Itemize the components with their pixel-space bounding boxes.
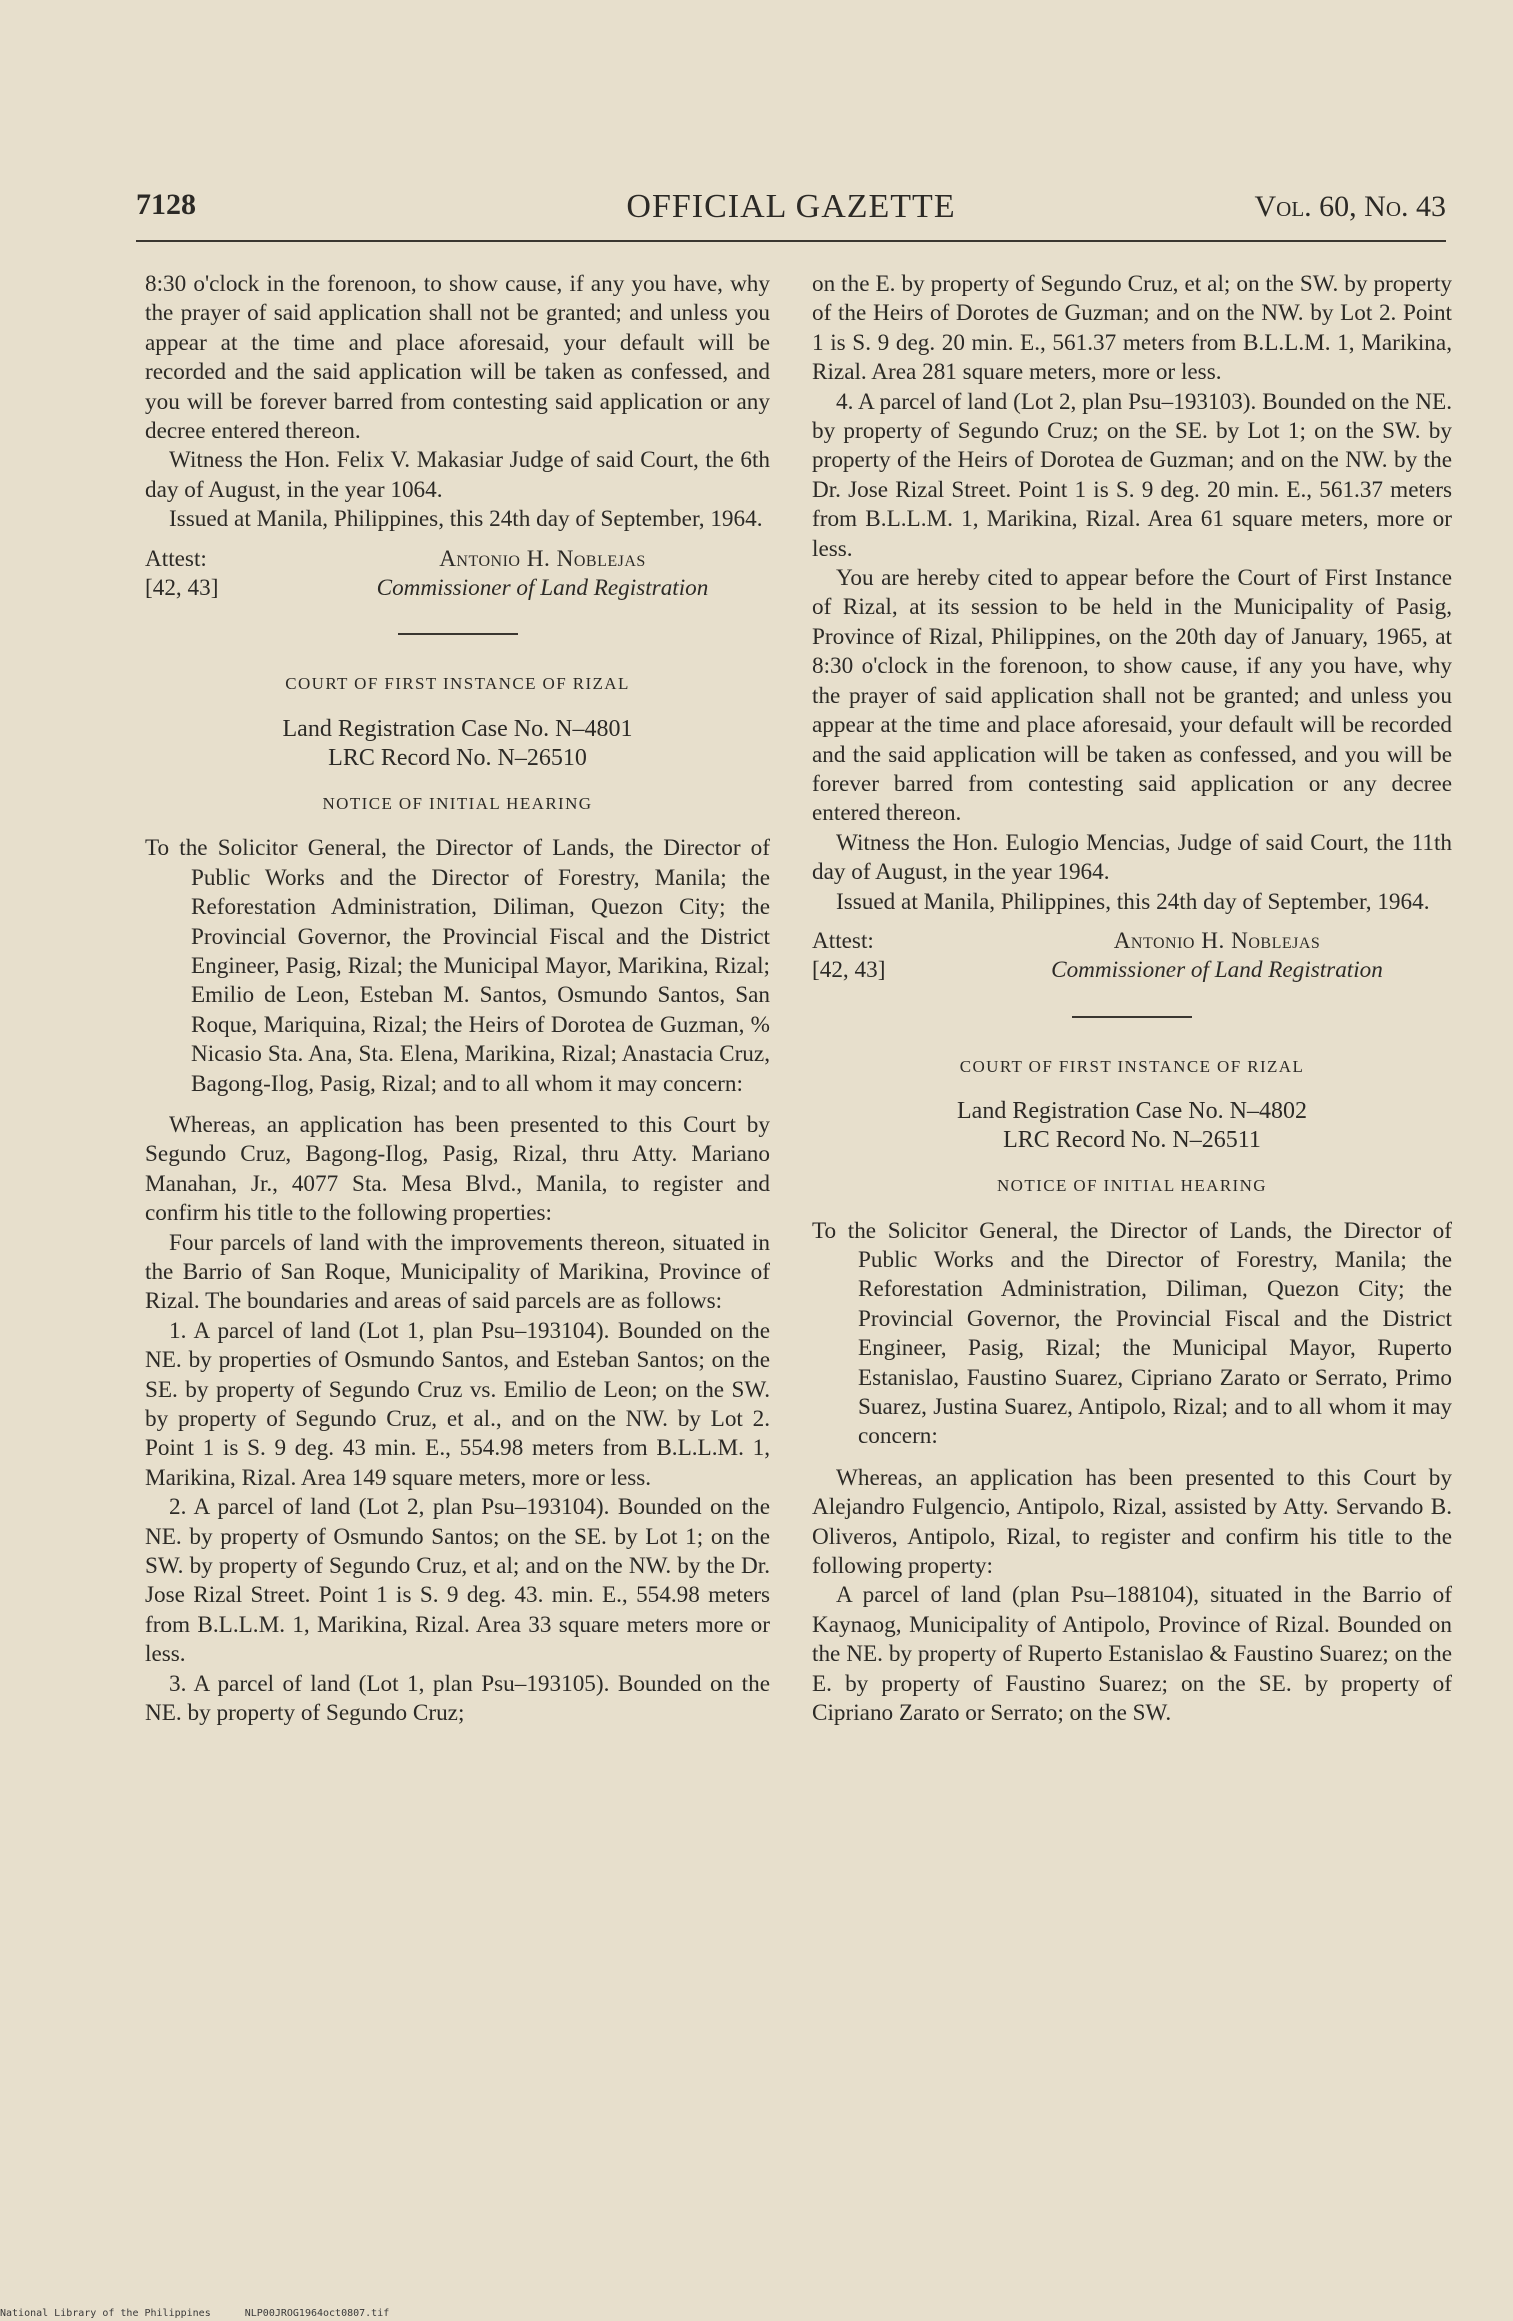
volume-number: Vol. 60, No. 43	[1254, 190, 1446, 223]
record-number: LRC Record No. N–26510	[328, 744, 587, 771]
publication-title: OFFICIAL GAZETTE	[626, 188, 956, 225]
parcel-3-continued: on the E. by property of Segundo Cruz, et al; on the SW. by property of the Heirs of Dorotes de Guzman; and on the NW. by Lot 2. Point 1 is S. 9 deg. 20 min. E., 561.37 meters from B.L.L.M. 1, Marikina, Rizal. Area 281 square meters, more or less.	[812, 271, 1452, 386]
attest-title: Commissioner of Land Registration	[376, 575, 709, 602]
issued-paragraph: Issued at Manila, Philippines, this 24th day of September, 1964.	[169, 506, 763, 533]
footer-library: National Library of the Philippines	[0, 2308, 211, 2319]
parcel-1: 1. A parcel of land (Lot 1, plan Psu–193104). Bounded on the NE. by properties of Osmundo Santos, and Esteban Santos; on the SE. by property of Segundo Cruz vs. Emilio de Leon; on the SW. by property of Segundo Cruz, et al., and on the NW. by Lot 2. Point 1 is S. 9 deg. 43 min. E., 554.98 meters from B.L.L.M. 1, Marikina, Rizal. Area 149 square meters, more or less.	[145, 1317, 770, 1491]
witness-paragraph-2: Witness the Hon. Eulogio Mencias, Judge of said Court, the 11th day of August, in the year 1964.	[812, 829, 1452, 886]
section-divider-2	[1072, 1016, 1192, 1018]
attest-block	[145, 545, 770, 604]
court-heading-2: COURT OF FIRST INSTANCE OF RIZAL	[959, 1056, 1305, 1076]
issued-paragraph-2: Issued at Manila, Philippines, this 24th day of September, 1964.	[836, 888, 1430, 915]
attest-title-2: Commissioner of Land Registration	[1051, 957, 1383, 984]
whereas-paragraph: Whereas, an application has been presented to this Court by Segundo Cruz, Bagong-Ilog, Pasig, Rizal, thru Atty. Mariano Manahan, Jr., 4077 Sta. Mesa Blvd., Manila, to register and confirm his title to the following properties:	[145, 1111, 770, 1227]
notice-heading-2: NOTICE OF INITIAL HEARING	[997, 1176, 1267, 1196]
attest-ref-2: [42, 43]	[812, 957, 886, 984]
scan-footer	[0, 2308, 417, 2319]
parcel-3: 3. A parcel of land (Lot 1, plan Psu–193105). Bounded on the NE. by property of Segundo Cruz;	[145, 1670, 770, 1727]
intro-paragraph: 8:30 o'clock in the forenoon, to show cause, if any you have, why the prayer of said application shall not be granted; and unless you appear at the time and place aforesaid, your default will be recorded and the said application will be taken as confessed, and you will be forever barred from contesting said application or any decree entered thereon.	[145, 271, 770, 445]
case-number: Land Registration Case No. N–4801	[282, 715, 633, 742]
case-number-2: Land Registration Case No. N–4802	[957, 1098, 1307, 1125]
witness-paragraph: Witness the Hon. Felix V. Makasiar Judge of said Court, the 6th day of August, in the year 1064.	[145, 447, 770, 503]
page-number: 7128	[136, 188, 196, 221]
parcel-4: 4. A parcel of land (Lot 2, plan Psu–193103). Bounded on the NE. by property of Segundo Cruz; on the SE. by Lot 1; on the SW. by property of the Heirs of Dorotea de Guzman; and on the NW. by the Dr. Jose Rizal Street. Point 1 is S. 9 deg. 20 min. E., 561.37 meters from B.L.L.M. 1, Marikina, Rizal. Area 61 square meters, more or less.	[812, 388, 1452, 562]
addressees: To the Solicitor General, the Director of Lands, the Director of Public Works and the Director of Forestry, Manila; the Reforestation Administration, Diliman, Quezon City; the Provincial Governor, the Provincial Fiscal and the District Engineer, Pasig, Rizal; the Municipal Mayor, Marikina, Rizal; Emilio de Leon, Esteban M. Santos, Osmundo Santos, San Roque, Mariquina, Rizal; the Heirs of Dorotea de Guzman, % Nicasio Sta. Ana, Sta. Elena, Marikina, Rizal; Anastacia Cruz, Bagong-Ilog, Pasig, Rizal; and to all whom it may concern:	[145, 835, 770, 1097]
attest-label: Attest:	[145, 545, 207, 572]
addressees-2: To the Solicitor General, the Director of Lands, the Director of Public Works and the Director of Forestry, Manila; the Reforestation Administration, Diliman, Quezon City; the Provincial Governor, the Provincial Fiscal and the District Engineer, Pasig, Rizal; the Municipal Mayor, Ruperto Estanislao, Faustino Suarez, Cipriano Zarato or Serrato, Primo Suarez, Justina Suarez, Antipolo, Rizal; and to all whom it may concern:	[812, 1217, 1452, 1450]
record-number-2: LRC Record No. N–26511	[1003, 1127, 1261, 1154]
right-column	[812, 270, 1452, 1728]
parcel-2: 2. A parcel of land (Lot 2, plan Psu–193104). Bounded on the NE. by property of Osmundo Santos; on the SE. by Lot 1; on the SW. by property of Segundo Cruz, et al; and on the NW. by the Dr. Jose Rizal Street. Point 1 is S. 9 deg. 43. min. E., 554.98 meters from B.L.L.M. 1, Marikina, Rizal. Area 33 square meters more or less.	[145, 1494, 770, 1668]
attest-name-2: Antonio H. Noblejas	[1113, 927, 1321, 954]
parcel-description: A parcel of land (plan Psu–188104), situated in the Barrio of Kaynaog, Municipality of Antipolo, Province of Rizal. Bounded on the NE. by property of Ruperto Estanislao & Faustino Suarez; on the E. by property of Faustino Suarez; on the SE. by property of Cipriano Zarato or Serrato; on the SW.	[812, 1582, 1452, 1727]
attest-name: Antonio H. Noblejas	[439, 545, 646, 572]
court-heading: COURT OF FIRST INSTANCE OF RIZAL	[285, 674, 630, 694]
header-rule	[136, 240, 1446, 242]
notice-heading: NOTICE OF INITIAL HEARING	[322, 793, 593, 813]
cited-paragraph: You are hereby cited to appear before the Court of First Instance of Rizal, at its session to be held in the Municipality of Pasig, Province of Rizal, Philippines, on the 20th day of January, 1965, at 8:30 o'clock in the forenoon, to show cause, if any you have, why the prayer of said application shall not be granted; and unless you appear at the time and place aforesaid, your default will be recorded and the said application will be taken as confessed, and you will be forever barred from contesting said application or any decree entered thereon.	[812, 565, 1452, 827]
left-column	[145, 270, 770, 1728]
attest-label-2: Attest:	[812, 927, 874, 954]
page-header	[136, 188, 1446, 232]
attest-block-2	[812, 927, 1452, 986]
section-divider	[398, 633, 518, 635]
whereas-paragraph-2: Whereas, an application has been presented to this Court by Alejandro Fulgencio, Antipolo, Rizal, assisted by Atty. Servando B. Oliveros, Antipolo, Rizal, to register and confirm his title to the following property:	[812, 1464, 1452, 1580]
footer-file: NLP00JROG1964oct0807.tif	[244, 2308, 390, 2319]
parcels-intro: Four parcels of land with the improvements thereon, situated in the Barrio of San Roque, Municipality of Marikina, Province of Rizal. The boundaries and areas of said parcels are as follows:	[145, 1229, 770, 1315]
attest-ref: [42, 43]	[145, 575, 219, 602]
